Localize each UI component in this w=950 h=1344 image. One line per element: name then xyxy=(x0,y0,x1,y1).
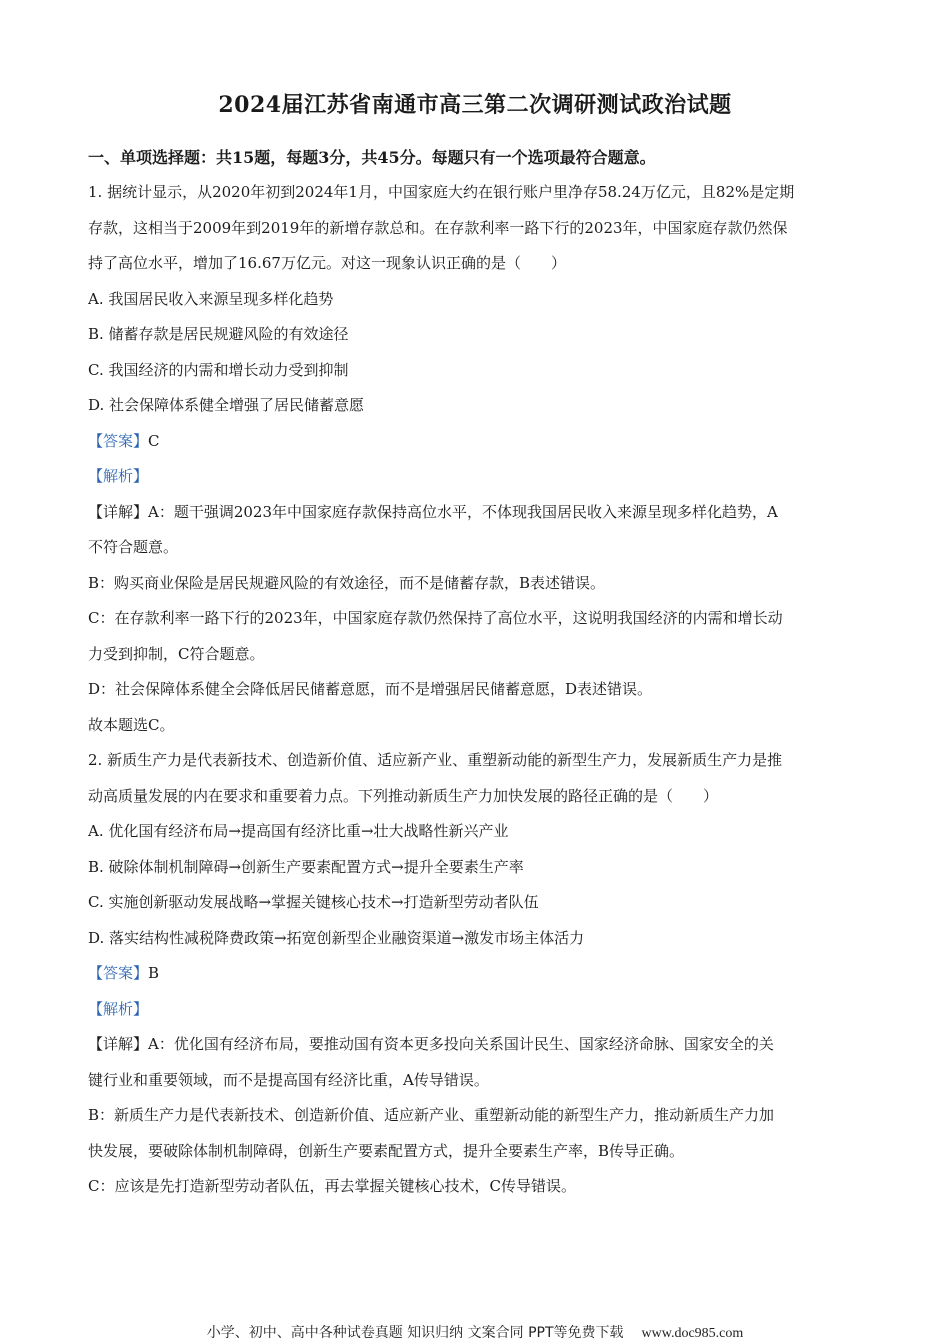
detail-tag: 【详解】 xyxy=(88,1035,149,1053)
answer-value: B xyxy=(148,964,160,982)
option-a: A. 我国居民收入来源呈现多样化趋势 xyxy=(88,289,334,308)
answer-tag: 【答案】 xyxy=(88,431,149,450)
detail-text: 不符合题意。 xyxy=(88,538,179,556)
analysis-tag: 【解析】 xyxy=(88,999,149,1018)
detail-line xyxy=(88,1027,868,1063)
footer-text: 小学、初中、高中各种试卷真题 知识归纳 文案合同 PPT等免费下载 xyxy=(206,1325,624,1341)
detail-text: 快发展，要破除体制机制障碍，创新生产要素配置方式，提升全要素生产率，B传导正确。 xyxy=(88,1141,685,1160)
section-heading: 一、单项选择题：共15题，每题3分，共45分。每题只有一个选项最符合题意。 xyxy=(88,148,656,167)
analysis-line xyxy=(88,459,868,495)
detail-line xyxy=(88,495,868,531)
option-c: C. 我国经济的内需和增长动力受到抑制 xyxy=(88,360,349,379)
question-stem: 1. 据统计显示，从2020年初到2024年1月，中国家庭大约在银行账户里净存58.24万亿元，且82%是定期 xyxy=(88,183,795,201)
answer-tag: 【答案】 xyxy=(88,964,149,982)
option-b: B. 破除体制机制障碍→创新生产要素配置方式→提升全要素生产率 xyxy=(88,857,524,876)
answer-line xyxy=(88,424,868,460)
option-d: D. 落实结构性减税降费政策→拓宽创新型企业融资渠道→激发市场主体活力 xyxy=(88,928,585,947)
detail-text: C：在存款利率一路下行的2023年，中国家庭存款仍然保持了高位水平，这说明我国经济的内需和增长动 xyxy=(88,609,783,627)
question-stem: 持了高位水平，增加了16.67万亿元。对这一现象认识正确的是（ ） xyxy=(88,254,566,272)
detail-text: B：购买商业保险是居民规避风险的有效途径，而不是储蓄存款，B表述错误。 xyxy=(88,573,606,592)
question-stem: 存款，这相当于2009年到2019年的新增存款总和。在存款利率一路下行的2023年，中国家庭存款仍然保 xyxy=(88,218,788,237)
document-body xyxy=(88,175,868,1205)
question-stem: 动高质量发展的内在要求和重要着力点。下列推动新质生产力加快发展的路径正确的是（ ） xyxy=(88,786,719,805)
detail-text: B：新质生产力是代表新技术、创造新价值、适应新产业、重塑新动能的新型生产力，推动新质生产力加 xyxy=(88,1106,775,1124)
question-1 xyxy=(88,175,868,743)
detail-text: 键行业和重要领域，而不是提高国有经济比重，A传导错误。 xyxy=(88,1070,489,1089)
page-footer xyxy=(0,1322,950,1342)
footer-link[interactable]: www.doc985.com xyxy=(641,1326,744,1341)
option-d: D. 社会保障体系健全增强了居民储蓄意愿 xyxy=(88,396,365,414)
detail-text: A：优化国有经济布局，要推动国有资本更多投向关系国计民生、国家经济命脉、国家安全的关 xyxy=(148,1035,774,1053)
detail-text: A：题干强调2023年中国家庭存款保持高位水平，不体现我国居民收入来源呈现多样化趋势，A xyxy=(148,502,778,521)
option-b: B. 储蓄存款是居民规避风险的有效途径 xyxy=(88,325,349,343)
answer-value: C xyxy=(148,431,160,450)
page-title: 2024届江苏省南通市高三第二次调研测试政治试题 xyxy=(218,92,732,118)
question-stem: 2. 新质生产力是代表新技术、创造新价值、适应新产业、重塑新动能的新型生产力，发展新质生产力是推 xyxy=(88,751,783,769)
option-a: A. 优化国有经济布局→提高国有经济比重→壮大战略性新兴产业 xyxy=(88,822,509,840)
answer-line xyxy=(88,956,868,992)
question-2 xyxy=(88,743,868,1205)
option-c: C. 实施创新驱动发展战略→掌握关键核心技术→打造新型劳动者队伍 xyxy=(88,893,539,911)
analysis-tag: 【解析】 xyxy=(88,467,149,485)
analysis-line xyxy=(88,992,868,1028)
detail-text: 力受到抑制，C符合题意。 xyxy=(88,644,265,663)
detail-text: C：应该是先打造新型劳动者队伍，再去掌握关键核心技术，C传导错误。 xyxy=(88,1177,576,1195)
detail-text: D：社会保障体系健全会降低居民储蓄意愿，而不是增强居民储蓄意愿，D表述错误。 xyxy=(88,680,653,698)
conclusion: 故本题选C。 xyxy=(88,715,175,734)
detail-tag: 【详解】 xyxy=(88,502,149,521)
